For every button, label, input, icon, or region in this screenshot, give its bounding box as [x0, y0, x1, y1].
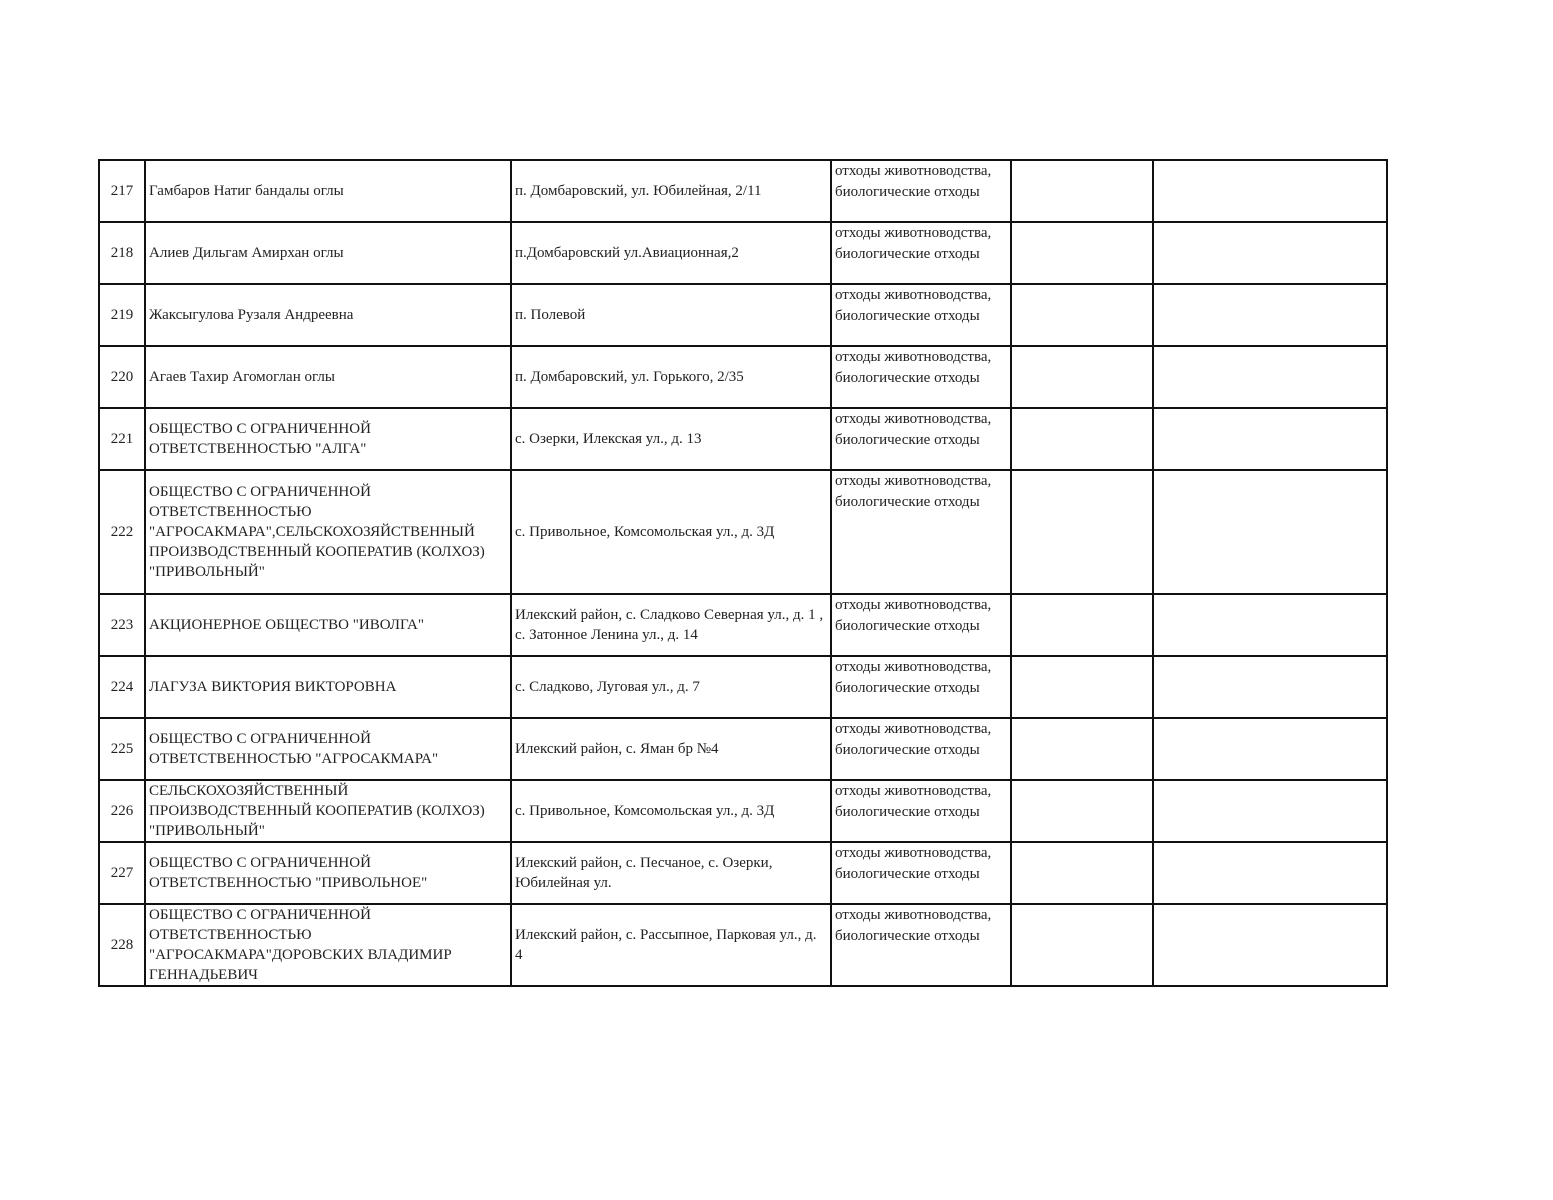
empty-cell: [1011, 780, 1153, 842]
empty-cell: [1153, 284, 1387, 346]
empty-cell: [1011, 656, 1153, 718]
waste-type: отходы животноводства, биологические отходы: [831, 842, 1011, 904]
organization-name: ОБЩЕСТВО С ОГРАНИЧЕННОЙ ОТВЕТСТВЕННОСТЬЮ "ПРИВОЛЬНОЕ": [145, 842, 511, 904]
row-number: 228: [99, 904, 145, 986]
table-row: [99, 408, 1387, 470]
table-row: [99, 656, 1387, 718]
row-number: 217: [99, 160, 145, 222]
row-number: 225: [99, 718, 145, 780]
waste-type: отходы животноводства, биологические отходы: [831, 160, 1011, 222]
empty-cell: [1011, 594, 1153, 656]
table-row: [99, 346, 1387, 408]
empty-cell: [1153, 718, 1387, 780]
empty-cell: [1011, 160, 1153, 222]
table-row: [99, 470, 1387, 594]
empty-cell: [1011, 842, 1153, 904]
organization-name: ОБЩЕСТВО С ОГРАНИЧЕННОЙ ОТВЕТСТВЕННОСТЬЮ "АГРОСАКМАРА"ДОРОВСКИХ ВЛАДИМИР ГЕННАДЬЕВИЧ: [145, 904, 511, 986]
waste-type: отходы животноводства, биологические отходы: [831, 904, 1011, 986]
empty-cell: [1153, 904, 1387, 986]
empty-cell: [1153, 470, 1387, 594]
address: п. Домбаровский, ул. Юбилейная, 2/11: [511, 160, 831, 222]
row-number: 220: [99, 346, 145, 408]
organization-name: ОБЩЕСТВО С ОГРАНИЧЕННОЙ ОТВЕТСТВЕННОСТЬЮ "АГРОСАКМАРА",СЕЛЬСКОХОЗЯЙСТВЕННЫЙ ПРОИЗВОДСТВЕННЫЙ КООПЕРАТИВ (КОЛХОЗ) "ПРИВОЛЬНЫЙ": [145, 470, 511, 594]
organization-name: Жаксыгулова Рузаля Андреевна: [145, 284, 511, 346]
table-row: [99, 904, 1387, 986]
address: с. Привольное, Комсомольская ул., д. 3Д: [511, 470, 831, 594]
organization-name: ОБЩЕСТВО С ОГРАНИЧЕННОЙ ОТВЕТСТВЕННОСТЬЮ "АГРОСАКМАРА": [145, 718, 511, 780]
row-number: 224: [99, 656, 145, 718]
row-number: 223: [99, 594, 145, 656]
address: с. Озерки, Илекская ул., д. 13: [511, 408, 831, 470]
waste-type: отходы животноводства, биологические отходы: [831, 284, 1011, 346]
row-number: 226: [99, 780, 145, 842]
waste-type: отходы животноводства, биологические отходы: [831, 408, 1011, 470]
row-number: 222: [99, 470, 145, 594]
organization-name: СЕЛЬСКОХОЗЯЙСТВЕННЫЙ ПРОИЗВОДСТВЕННЫЙ КООПЕРАТИВ (КОЛХОЗ) "ПРИВОЛЬНЫЙ": [145, 780, 511, 842]
empty-cell: [1153, 346, 1387, 408]
empty-cell: [1011, 346, 1153, 408]
empty-cell: [1153, 222, 1387, 284]
row-number: 221: [99, 408, 145, 470]
empty-cell: [1011, 408, 1153, 470]
empty-cell: [1011, 470, 1153, 594]
address: Илекский район, с. Песчаное, с. Озерки, Юбилейная ул.: [511, 842, 831, 904]
address: Илекский район, с. Сладково Северная ул., д. 1 , с. Затонное Ленина ул., д. 14: [511, 594, 831, 656]
empty-cell: [1011, 904, 1153, 986]
address: п. Полевой: [511, 284, 831, 346]
organization-name: Агаев Тахир Агомоглан оглы: [145, 346, 511, 408]
address: с. Сладково, Луговая ул., д. 7: [511, 656, 831, 718]
empty-cell: [1011, 222, 1153, 284]
organization-name: ЛАГУЗА ВИКТОРИЯ ВИКТОРОВНА: [145, 656, 511, 718]
row-number: 219: [99, 284, 145, 346]
table-row: [99, 780, 1387, 842]
table-row: [99, 594, 1387, 656]
empty-cell: [1153, 160, 1387, 222]
waste-type: отходы животноводства, биологические отходы: [831, 718, 1011, 780]
address: Илекский район, с. Яман бр №4: [511, 718, 831, 780]
waste-type: отходы животноводства, биологические отходы: [831, 222, 1011, 284]
table-row: [99, 842, 1387, 904]
empty-cell: [1011, 284, 1153, 346]
organization-name: АКЦИОНЕРНОЕ ОБЩЕСТВО "ИВОЛГА": [145, 594, 511, 656]
address: п. Домбаровский, ул. Горького, 2/35: [511, 346, 831, 408]
table-row: [99, 718, 1387, 780]
row-number: 218: [99, 222, 145, 284]
waste-type: отходы животноводства, биологические отходы: [831, 594, 1011, 656]
address: с. Привольное, Комсомольская ул., д. 3Д: [511, 780, 831, 842]
empty-cell: [1153, 408, 1387, 470]
table-row: [99, 222, 1387, 284]
empty-cell: [1153, 656, 1387, 718]
address: п.Домбаровский ул.Авиационная,2: [511, 222, 831, 284]
address: Илекский район, с. Рассыпное, Парковая ул., д. 4: [511, 904, 831, 986]
waste-type: отходы животноводства, биологические отходы: [831, 346, 1011, 408]
empty-cell: [1011, 718, 1153, 780]
table-row: [99, 284, 1387, 346]
waste-type: отходы животноводства, биологические отходы: [831, 780, 1011, 842]
table-row: [99, 160, 1387, 222]
row-number: 227: [99, 842, 145, 904]
empty-cell: [1153, 594, 1387, 656]
organization-name: ОБЩЕСТВО С ОГРАНИЧЕННОЙ ОТВЕТСТВЕННОСТЬЮ "АЛГА": [145, 408, 511, 470]
organization-name: Алиев Дильгам Амирхан оглы: [145, 222, 511, 284]
empty-cell: [1153, 842, 1387, 904]
empty-cell: [1153, 780, 1387, 842]
waste-type: отходы животноводства, биологические отходы: [831, 470, 1011, 594]
organization-name: Гамбаров Натиг бандалы оглы: [145, 160, 511, 222]
waste-type: отходы животноводства, биологические отходы: [831, 656, 1011, 718]
registry-table: [98, 159, 1388, 987]
